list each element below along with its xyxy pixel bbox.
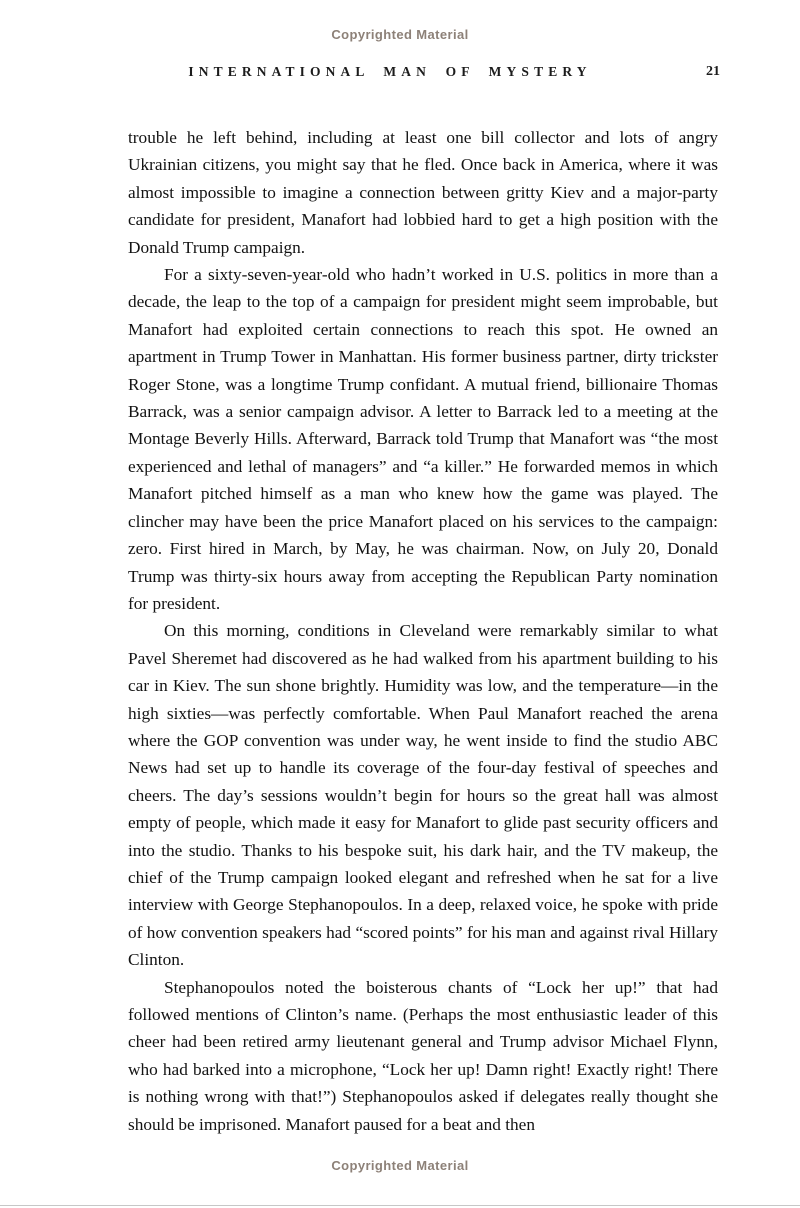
body-text — [128, 124, 718, 1138]
paragraph: On this morning, conditions in Cleveland were remarkably similar to what Pavel Sheremet had discovered as he had walked from his apartment building to his car in Kiev. The sun shone brightly. Humidity was low, and the temperature—in the high sixties—was perfectly comfortable. When Paul Manafort reached the arena where the GOP convention was under way, he went inside to find the studio ABC News had set up to handle its coverage of the four-day festival of speeches and cheers. The day’s sessions wouldn’t begin for hours so the great hall was almost empty of people, which made it easy for Manafort to glide past security officers and into the studio. Thanks to his bespoke suit, his dark hair, and the TV makeup, the chief of the Trump campaign looked elegant and refreshed when he sat for a live interview with George Stephanopoulos. In a deep, relaxed voice, he spoke with pride of how convention speakers had “scored points” for his man and against rival Hillary Clinton. — [128, 621, 718, 970]
running-header — [105, 64, 720, 86]
page-number: 21 — [706, 64, 720, 79]
copyright-notice-bottom: Copyrighted Material — [331, 1158, 469, 1173]
paragraph: Stephanopoulos noted the boisterous chants of “Lock her up!” that had followed mentions of Clinton’s name. (Perhaps the most enthusiastic leader of this cheer had been retired army lieutenant general and Trump advisor Michael Flynn, who had barked into a microphone, “Lock her up! Damn right! Exactly right! There is nothing wrong with that!”) Stephanopoulos asked if delegates really thought she should be imprisoned. Manafort paused for a beat and then — [128, 977, 718, 1134]
paragraph: trouble he left behind, including at least one bill collector and lots of angry Ukrainian citizens, you might say that he fled. Once back in America, where it was almost impossible to imagine a connection between gritty Kiev and a major-party candidate for president, Manafort had lobbied hard to get a high position with the Donald Trump campaign. — [128, 128, 718, 257]
paragraph: For a sixty-seven-year-old who hadn’t worked in U.S. politics in more than a decade, the leap to the top of a campaign for president might seem improbable, but Manafort had exploited certain connections to reach this spot. He owned an apartment in Trump Tower in Manhattan. His former business partner, dirty trickster Roger Stone, was a longtime Trump confidant. A mutual friend, billionaire Thomas Barrack, was a senior campaign advisor. A letter to Barrack led to a meeting at the Montage Beverly Hills. Afterward, Barrack told Trump that Manafort was “the most experienced and lethal of managers” and “a killer.” He forwarded memos in which Manafort pitched himself as a man who knew how the game was played. The clincher may have been the price Manafort placed on his services to the campaign: zero. First hired in March, by May, he was chairman. Now, on July 20, Donald Trump was thirty-six hours away from accepting the Republican Party nomination for president. — [128, 265, 718, 613]
chapter-title: INTERNATIONAL MAN OF MYSTERY — [188, 64, 592, 79]
copyright-notice-top: Copyrighted Material — [331, 27, 469, 42]
page-edge-line — [0, 1205, 800, 1206]
